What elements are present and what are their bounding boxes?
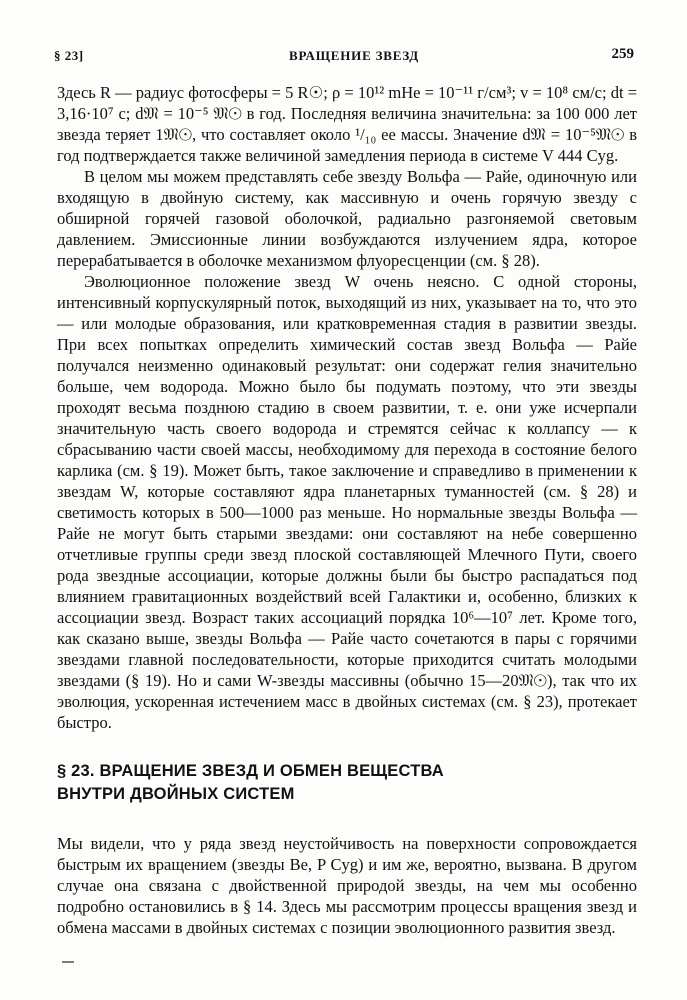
header-section-ref: § 23] (54, 48, 84, 63)
print-mark (62, 961, 74, 963)
main-text (57, 82, 637, 733)
paragraph-wolf-rayet-model: В целом мы можем представлять себе звезду Вольфа — Райе, одиночную или входящую в двойную систему, как массивную и очень горячую звезду с обширной горячей газовой оболочкой, радиально разгоняемой световым давлением. Эмиссионные линии возбуждаются излучением ядра, которое перерабатывается в оболочке механизмом флуоресценции (см. § 28). (57, 167, 637, 270)
header-title: ВРАЩЕНИЕ ЗВЕЗД (288, 48, 419, 63)
section-heading-line-1: § 23. ВРАЩЕНИЕ ЗВЕЗД И ОБМЕН ВЕЩЕСТВА (57, 762, 444, 780)
section-intro (57, 833, 637, 938)
section-heading (57, 760, 637, 806)
section-heading-line-2: ВНУТРИ ДВОЙНЫХ СИСТЕМ (57, 785, 295, 803)
running-header (54, 48, 634, 70)
section-paragraph: Мы видели, что у ряда звезд неустойчивость на поверхности сопровождается быстрым их вращением (звезды Be, P Cyg) и им же, вероятно, вызвана. В другом случае она связана с двойственной природой звезды, на чем мы особенно подробно остановились в § 14. Здесь мы рассмотрим процессы вращения звезд и обмена массами в двойных системах с позиции эволюционного развития звезд. (57, 834, 637, 937)
page-number: 259 (611, 46, 634, 62)
paragraph-evolution: Эволюционное положение звезд W очень неясно. С одной стороны, интенсивный корпускулярный поток, выходящий из них, указывает на то, что это — или молодые образования, или кратковременная стадия в развитии звезды. При всех попытках определить химический состав звезд Вольфа — Райе получался неизменно одинаковый результат: они содержат гелия значительно больше, чем водорода. Можно было бы подумать поэтому, что эти звезды проходят весьма позднюю стадию в своем развитии, т. е. они уже исчерпали значительную часть своего водорода и стремятся сейчас к коллапсу — к сбрасыванию части своей массы, необходимому для перехода в состояние белого карлика (см. § 19). Может быть, такое заключение и справедливо в применении к звездам W, которые составляют ядра планетарных туманностей (см. § 28) и светимость которых в 500—1000 раз меньше. Но нормальные звезды Вольфа — Райе не могут быть старыми звездами: они составляют на небе совершенно отчетливые группы среди звезд плоской составляющей Млечного Пути, своего рода звездные ассоциации, которые должны были бы быстро распадаться под влиянием гравитационных воздействий всей Галактики и, особенно, близких к ассоциации звезд. Возраст таких ассоциаций порядка 10⁶—10⁷ лет. Кроме того, как сказано выше, звезды Вольфа — Райе часто сочетаются в пары с горячими звездами главной последовательности, которые приходится считать молодыми звездами (§ 19). Но и сами W-звезды массивны (обычно 15—20𝔐☉), так что их эволюция, ускоренная истечением масс в двойных системах (см. § 23), протекает быстро. (57, 272, 637, 732)
paragraph-formula: Здесь R — радиус фотосферы = 5 R☉; ρ = 10¹² mHe = 10⁻¹¹ г/см³; v = 10⁸ см/с; dt = 3,16·10⁷ с; d𝔐 = 10⁻⁵ 𝔐☉ в год. Последняя величина значительна: за 100 000 лет звезда теряет 1𝔐☉, что составляет около ¹/₁₀ ее массы. Значение d𝔐 = 10⁻⁵𝔐☉ в год подтверждается также величиной замедления периода в системе V 444 Cyg. (57, 83, 637, 165)
